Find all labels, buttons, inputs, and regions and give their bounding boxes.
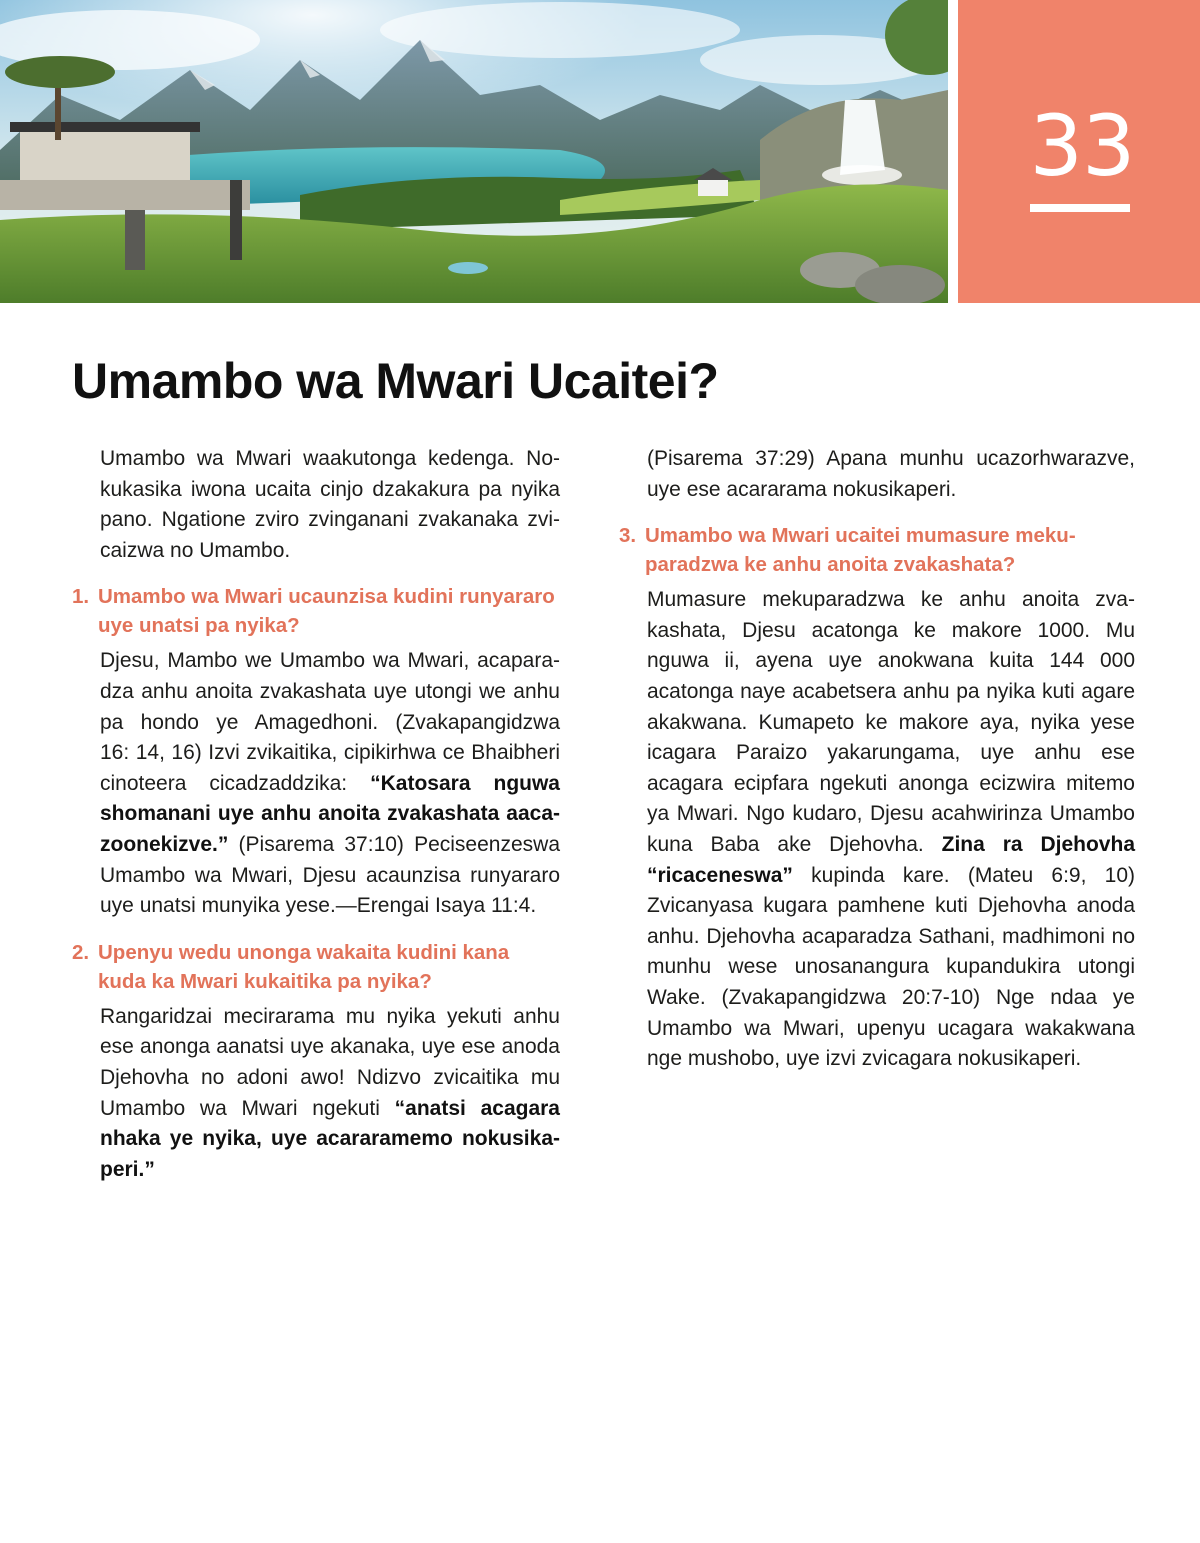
intro-paragraph: Umambo wa Mwari waakutonga kedenga. Nokukasika iwona ucaita cinjo dzakakura pa nyika pano. Ngatione zviro zvinganani zvakanaka zvicaizwa no Umambo.	[100, 447, 560, 562]
question-2	[72, 938, 560, 996]
answer-1	[72, 646, 560, 921]
column-left	[72, 444, 560, 1185]
answer-3-text: Mumasure mekuparadzwa ke anhu anoita zvakashata, Djesu acatonga ke makore 1000. Mu nguwa ii, ayena uye anokwana kuita 144 000 acatonga naye acabetsera anhu pa nyika kuti agare akakwana. Kumapeto ke makore aya, nyika yese icagara Paraizo yakarungama, uye anhu ese acagara ecipfara ngekuti anonga ecizwira mitemo ya Mwari. Ngo kudaro, Djesu acahwirinza Umambo kuna Baba ake Djehovha.	[647, 588, 1135, 856]
lesson-number: 33	[1029, 97, 1135, 195]
page-title: Umambo wa Mwari Ucaitei?	[72, 353, 719, 409]
answer-2-text-end: (Pisarema 37:29) Apana munhu ucazorhwarazve, uye ese acararama nokusikaperi.	[647, 447, 1135, 501]
answer-3-text-end: kupinda kare. (Mateu 6:9, 10) Zvicanyasa kugara pamhene kuti Djehovha anoda anhu. Djehovha acaparadza Sathani, madhimoni no munhu wese unosanangura kupandukira utongi Wake. (Zvakapangidzwa 20:7-10) Nge ndaa ye Umambo wa Mwari, upenyu ucagara wakakwana nge mushobo, uye izvi zvicagara nokusikaperi.	[647, 863, 1135, 1071]
question-2-number: 2.	[72, 940, 90, 964]
question-3	[619, 521, 1135, 579]
answer-2-start	[72, 1002, 560, 1186]
question-1-number: 1.	[72, 585, 90, 609]
answer-1-bold-quote: “Katosara nguwa shomanani uye anhu anoita zvakashata aacazoonekizve.”	[100, 771, 560, 856]
answer-1-text: Djesu, Mambo we Umambo wa Mwari, acaparadza anhu anoita zvakashata uye utongi we anhu pa hondo ye Amagedhoni. (Zvakapangidzwa 16: 14, 16) Izvi zvikaitika, cipikirhwa ce Bhaibheri cinoteera cicadzaddzika:	[100, 649, 560, 795]
question-3-text: Umambo wa Mwari ucaitei mumasure mekuparadzwa ke anhu anoita zvakashata?	[645, 524, 1076, 577]
answer-3-bold-phrase: Zina ra Djehovha “ricaceneswa”	[647, 832, 1135, 887]
answer-2-text: Rangaridzai mecirarama mu nyika yekuti anhu ese anonga aanatsi uye akanaka, uye ese anoda Djehovha no adoni awo! Ndizvo zvicaitika mu Umambo wa Mwari ngekuti	[100, 1004, 560, 1120]
paradise-landscape-illustration	[0, 0, 948, 303]
banner-image	[0, 0, 948, 303]
answer-3	[619, 585, 1135, 1075]
answer-2-bold-quote: “anatsi acagara nhaka ye nyika, uye acararamemo nokusikaperi.”	[100, 1096, 560, 1181]
column-right	[619, 444, 1135, 1075]
answer-2-continued	[619, 444, 1135, 505]
question-1-text: Umambo wa Mwari ucaunzisa kudini runyararo uye unatsi pa nyika?	[98, 585, 555, 638]
question-2-text: Upenyu wedu unonga wakaita kudini kana kuda ka Mwari kukaitika pa nyika?	[98, 940, 510, 993]
question-1	[72, 582, 560, 640]
answer-1-text-end: (Pisarema 37:10) Peciseenzeswa Umambo wa Mwari, Djesu acaunzisa runyararo uye unatsi munyika yese.—Erengai Isaya 11:4.	[100, 832, 560, 918]
lesson-badge	[958, 0, 1200, 303]
lesson-number-underline	[1030, 204, 1130, 212]
question-3-number: 3.	[619, 524, 637, 548]
